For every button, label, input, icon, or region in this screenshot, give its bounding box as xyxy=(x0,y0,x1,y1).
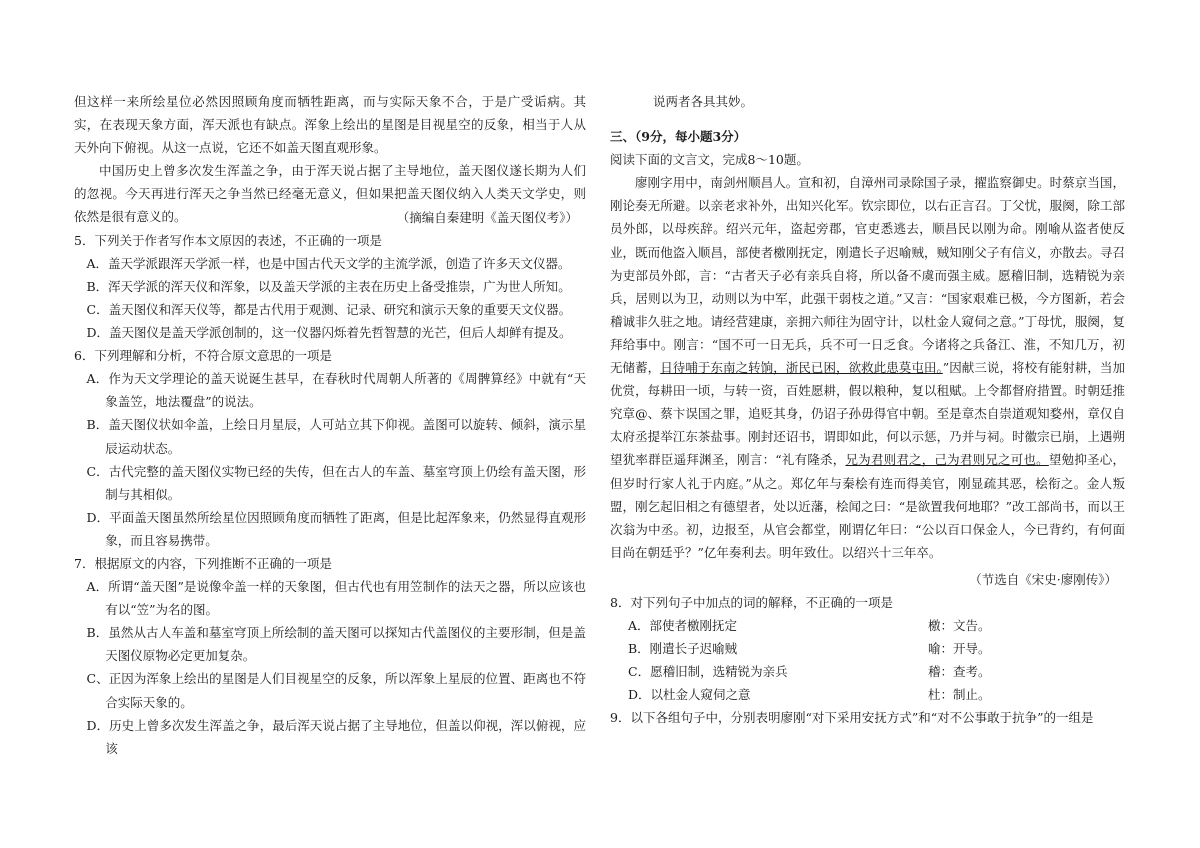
passage-source: （摘编自秦建明《盖天图仪考》） xyxy=(396,209,578,225)
option-5d: D．盖天图仪是盖天学派创制的，这一仪器闪烁着先哲智慧的光芒，但后人却鲜有提及。 xyxy=(86,325,572,341)
option-5b: B．浑天学派的浑天仪和浑象，以及盖天学派的主表在历史上备受推崇，广为世人所知。 xyxy=(86,278,571,294)
left-column xyxy=(74,90,586,760)
option-6a: A．作为天文学理论的盖天说诞生甚早，在春秋时代周朝人所著的《周髀算经》中就有“天象盖笠，地法覆盘”的说法。 xyxy=(86,371,586,410)
option-7d: D．历史上曾多次发生浑盖之争，最后浑天说占据了主导地位，但盖以仰视，浑以俯视，应该 xyxy=(86,717,586,756)
option-5a: A．盖天学派跟浑天学派一样，也是中国古代天文学的主流学派，创造了许多天文仪器。 xyxy=(86,255,571,271)
option-7b: B．虽然从古人车盖和墓室穹顶上所绘制的盖天图可以探知古代盖图仪的主要形制，但是盖天图仪原物必定更加复杂。 xyxy=(86,625,586,664)
option-8c: C．愿稽旧制，选精锐为亲兵 稽：查考。 xyxy=(628,664,991,680)
option-6d: D．平面盖天图虽然所绘星位因照顾角度而牺牲了距离，但是比起浑象来，仍然显得直观形象，而且容易携带。 xyxy=(86,509,586,548)
passage-paragraph: 中国历史上曾多次发生浑盖之争，由于浑天说占据了主导地位，盖天图仪遂长期为人们的忽视。今天再进行浑天之争当然已经毫无意义，但如果把盖天图仪纳入人类天文学史，则依然是很有意义的。 xyxy=(74,163,586,225)
question-7: 7．根据原文的内容，下列推断不正确的一项是 xyxy=(74,555,332,571)
classical-passage xyxy=(610,171,1125,564)
option-8b: B．刚遣长子迟喻贼 喻：开导。 xyxy=(628,641,991,657)
option-7a: A．所谓“盖天图”是说像伞盖一样的天象图，但古代也有用笠制作的法天之器，所以应该也有以“笠”为名的图。 xyxy=(86,579,586,618)
passage-text: 望勉抑圣心，但岁时行家人礼于内庭。”从之。郑亿年与秦桧有连而得美官，刚显疏其恶，桧衔之。金人叛盟，刚乞起旧相之有德望者，处以近藩，桧闻之曰：“是欲置我何地耶？”改工部尚书，而以王次翁为中丞。初，边报至，从官会都堂，刚谓亿年曰：“公以百口保金人，今已背约，有何面目尚在朝廷乎？”亿年奏利去。明年致仕。以绍兴十三年卒。 xyxy=(610,452,1125,560)
option-7c: C、正因为浑象上绘出的星图是人们目视星空的反象，所以浑象上星辰的位置、距离也不符合实际天象的。 xyxy=(86,671,586,710)
section-heading: 三、（9分，每小题3分） xyxy=(610,129,747,145)
question-9: 9．以下各组句子中，分别表明廖刚“对下采用安抚方式”和“对不公事敢于抗争”的一组是 xyxy=(610,710,1094,726)
passage-paragraph: 但这样一来所绘星位必然因照顾角度而牺牲距离，而与实际天象不合，于是广受诟病。其实，在表现天象方面，浑天派也有缺点。浑象上绘出的星图是目视星空的反象，相当于人从天外向下俯视。从这一点说，它还不如盖天图直观形象。 xyxy=(74,94,586,156)
question-6: 6．下列理解和分析，不符合原文意思的一项是 xyxy=(74,348,332,364)
question-5: 5．下列关于作者写作本文原因的表述，不正确的一项是 xyxy=(74,232,382,248)
passage-source: （节选自《宋史·廖刚传》） xyxy=(969,571,1117,587)
option-8d: D．以杜金人窥伺之意 杜：制止。 xyxy=(628,687,991,703)
option-6c: C．古代完整的盖天图仪实物已经的失传，但在古人的车盖、墓室穹顶上仍绘有盖天图，形制与其相似。 xyxy=(86,463,586,502)
passage-text: 廖刚字用中，南剑州顺昌人。宣和初，自漳州司录除国子录，擢监察御史。时蔡京当国，刚论奏无所避。以亲老求补外，出知兴化军。钦宗即位，以右正言召。丁父忧，服阕，除工部员外郎，以母疾辞。绍兴元年，盗起旁郡，官吏悉逃去，顺昌民以刚为命。刚喻从盗者使反业，既而他盗入顺昌，部使者檄刚抚定，刚遣长子迟喻贼，贼知刚父子有信义，亦散去。寻召为吏部员外郎，言：“古者天子必有亲兵自将，所以备不虞而强主威。愿稽旧制，选精锐为亲兵，居则以为卫，动则以为中军，此强干弱枝之道。”又言：“国家艰难已极，今方图新，若会稽诚非久驻之地。请经营建康，亲拥六师往为固守计，以杜金人窥伺之意。”丁母忧，服阕，复拜给事中。刚言：“国不可一日无兵，兵不可一日乏食。今诸将之兵备江、淮，不知几万，初无储蓄， xyxy=(610,175,1125,376)
passage-text: ”因献三说，将校有能射耕，当加优赏，每耕田一顷，与转一资，百姓愿耕，假以粮种，复以租赋。上令都督府措置。时朝廷推究章@、蔡卞误国之罪，追贬其身，仍诏子孙毋得官中朝。至是章杰自崇道观知婺州，章仅自太府丞提举江东茶盐事。刚封还诏书，谓即如此，何以示惩，乃并与祠。时徽宗已崩，上遇朔望犹率群臣遥拜渊圣，刚言：“礼有隆杀， xyxy=(610,360,1125,468)
option-5c: C．盖天图仪和浑天仪等，都是古代用于观测、记录、研究和演示天象的重要天文仪器。 xyxy=(86,301,572,317)
option-6b: B．盖天图仪状如伞盖，上绘日月星辰，人可站立其下仰视。盖图可以旋转、倾斜，演示星辰运动状态。 xyxy=(86,417,586,456)
underlined-sentence-2: 兄为君则君之，己为君则兄之可也。 xyxy=(845,452,1049,468)
continued-text: 说两者各具其妙。 xyxy=(653,94,754,109)
right-column xyxy=(610,90,1125,730)
section-instruction: 阅读下面的文言文，完成8～10题。 xyxy=(610,152,809,168)
underlined-sentence-1: 日待哺于东南之转饷，浙民已困，欲救此患莫屯田。 xyxy=(660,360,943,376)
option-8a: A．部使者檄刚抚定 檄：文告。 xyxy=(628,618,991,634)
question-8: 8．对下列句子中加点的词的解释，不正确的一项是 xyxy=(610,594,893,610)
